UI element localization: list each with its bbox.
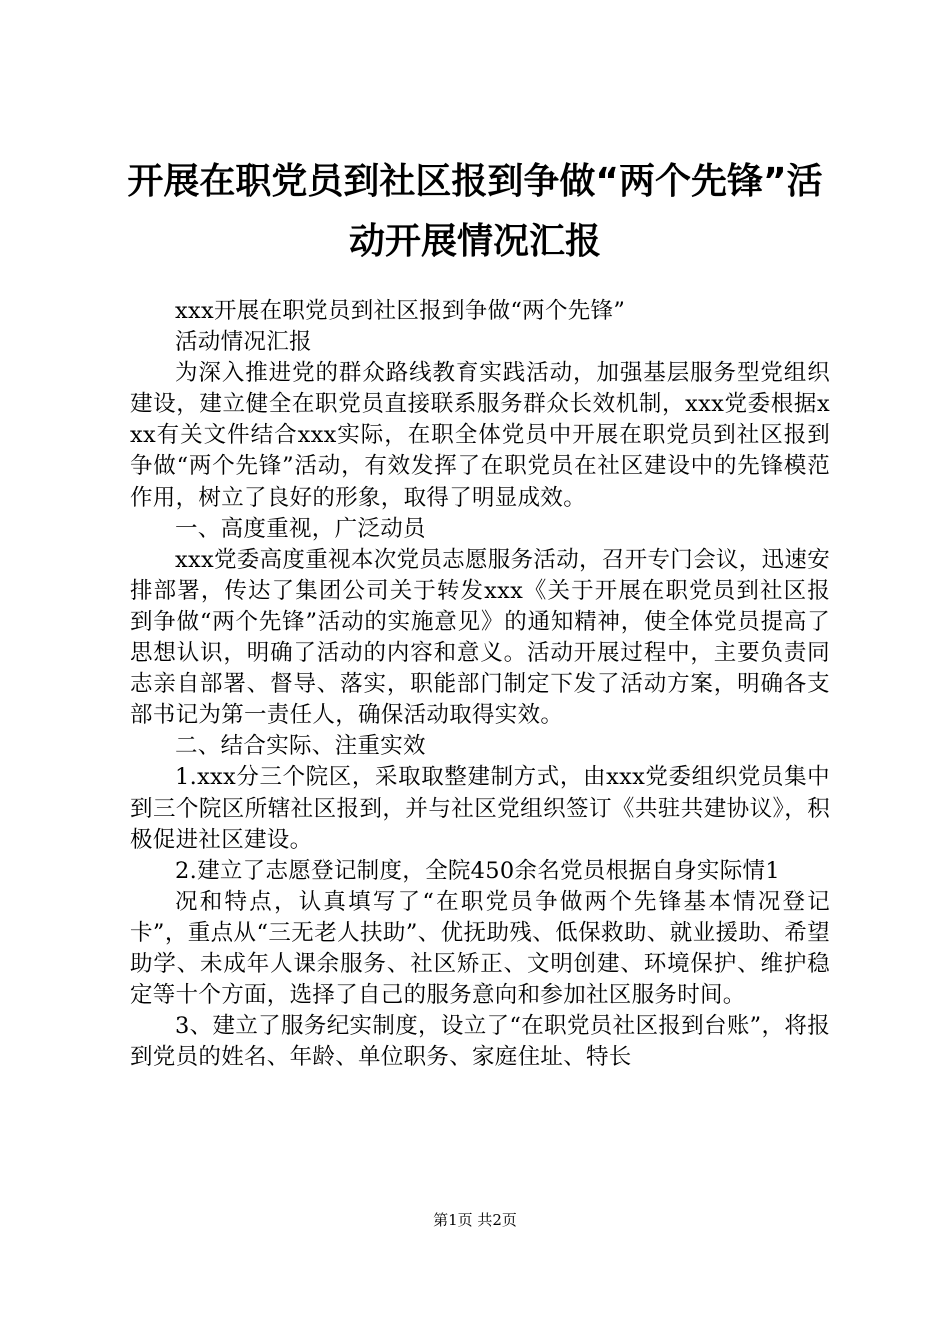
document-title-line-1: 开展在职党员到社区报到争做“两个先锋”活 bbox=[127, 161, 823, 202]
paragraph-item-2-continued: 况和特点，认真填写了“在职党员争做两个先锋基本情况登记卡”，重点从“三无老人扶助”、优抚助残、低保救助、就业援助、希望助学、未成年人课余服务、社区矫正、文明创建、环境保护、维护稳定等十个方面，选择了自己的服务意向和参加社区服务时间。 bbox=[130, 888, 830, 1009]
paragraph-subtitle-1: xxx开展在职党员到社区报到争做“两个先锋” bbox=[175, 298, 626, 324]
document-title-line-2: 动开展情况汇报 bbox=[348, 221, 601, 262]
paragraph-intro: 为深入推进党的群众路线教育实践活动，加强基层服务型党组织建设，建立健全在职党员直接联系服务群众长效机制，xxx党委根据xxx有关文件结合xxx实际，在职全体党员中开展在职党员到社区报到争做“两个先锋”活动，有效发挥了在职党员在社区建设中的先锋模范作用，树立了良好的形象，取得了明显成效。 bbox=[130, 360, 830, 511]
page-footer: 第1页 共2页 bbox=[433, 1211, 517, 1229]
paragraph-section-1: xxx党委高度重视本次党员志愿服务活动，召开专门会议，迅速安排部署，传达了集团公司关于转发xxx《关于开展在职党员到社区报到争做“两个先锋”活动的实施意见》的通知精神，使全体党员提高了思想认识，明确了活动的内容和意义。活动开展过程中，主要负责同志亲自部署、督导、落实，职能部门制定下发了活动方案，明确各支部书记为第一责任人，确保活动取得实效。 bbox=[130, 546, 830, 729]
document-body bbox=[130, 296, 830, 1073]
paragraph-item-3: 3、建立了服务纪实制度，设立了“在职党员社区报到台账”，将报到党员的姓名、年龄、单位职务、家庭住址、特长 bbox=[130, 1013, 830, 1071]
section-heading-2: 二、结合实际、注重实效 bbox=[175, 733, 426, 760]
section-heading-1: 一、高度重视，广泛动员 bbox=[175, 515, 426, 542]
paragraph-subtitle-2: 活动情况汇报 bbox=[175, 329, 312, 356]
paragraph-item-1: 1.xxx分三个院区，采取取整建制方式，由xxx党委组织党员集中到三个院区所辖社区报到，并与社区党组织签订《共驻共建协议》，积极促进社区建设。 bbox=[130, 764, 830, 853]
paragraph-item-2: 2.建立了志愿登记制度，全院450余名党员根据自身实际情1 bbox=[175, 857, 780, 884]
